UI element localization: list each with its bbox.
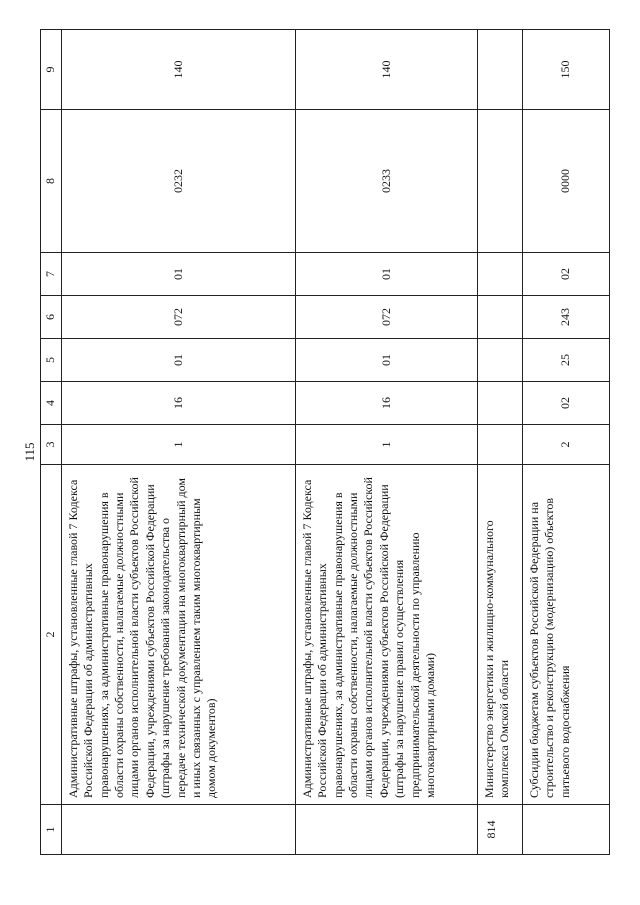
description-cell: Субсидии бюджетам субъектов Российской Федерации на строительство и реконструкцию (модернизацию) объектов питьевого водоснабжения [523, 465, 610, 805]
col-header-2: 2 [41, 465, 62, 805]
code-cell: 02 [523, 253, 610, 296]
col-header-3: 3 [41, 425, 62, 465]
code-cell [478, 110, 523, 253]
code-cell: 2 [523, 425, 610, 465]
code-cell [478, 253, 523, 296]
code-cell: 01 [296, 253, 478, 296]
code-cell: 140 [62, 30, 296, 110]
code-cell: 01 [62, 339, 296, 382]
code-cell: 0000 [523, 110, 610, 253]
col-header-1: 1 [41, 805, 62, 855]
code-cell [478, 296, 523, 339]
table-row [62, 30, 296, 855]
admin-code-cell [523, 805, 610, 855]
code-cell: 0233 [296, 110, 478, 253]
code-cell [478, 382, 523, 425]
description-cell: Министерство энергетики и жилищно-коммунального комплекса Омской области [478, 465, 523, 805]
col-header-7: 7 [41, 253, 62, 296]
code-cell: 02 [523, 382, 610, 425]
code-cell: 16 [296, 382, 478, 425]
table-row [478, 30, 523, 855]
table-row [296, 30, 478, 855]
col-header-8: 8 [41, 110, 62, 253]
col-header-5: 5 [41, 339, 62, 382]
code-cell: 1 [296, 425, 478, 465]
page-number: 115 [22, 442, 37, 462]
table-frame [40, 30, 608, 855]
code-cell: 16 [62, 382, 296, 425]
col-header-6: 6 [41, 296, 62, 339]
admin-code-cell [296, 805, 478, 855]
description-cell: Административные штрафы, установленные главой 7 Кодекса Российской Федерации об административных правонарушениях, за административные правонарушения в области охраны собственности, налагаемые должностными лицами органов исполнительной власти субъектов Российской Федерации, учреждениями субъектов Российской Федерации (штрафы за нарушение требований законодательства о передаче технической документации на многоквартирный дом и иных связанных с управлением таким многоквартирным домом документов) [62, 465, 296, 805]
table-row [523, 30, 610, 855]
code-cell: 01 [296, 339, 478, 382]
code-cell: 25 [523, 339, 610, 382]
code-cell: 150 [523, 30, 610, 110]
budget-codes-table [40, 29, 610, 855]
code-cell: 140 [296, 30, 478, 110]
code-cell [478, 339, 523, 382]
admin-code-cell [62, 805, 296, 855]
col-header-9: 9 [41, 30, 62, 110]
col-header-4: 4 [41, 382, 62, 425]
admin-code-cell: 814 [478, 805, 523, 855]
code-cell [478, 30, 523, 110]
code-cell: 072 [62, 296, 296, 339]
header-row [41, 30, 62, 855]
description-cell: Административные штрафы, установленные главой 7 Кодекса Российской Федерации об административных правонарушениях, за административные правонарушения в области охраны собственности, налагаемые должностными лицами органов исполнительной власти субъектов Российской Федерации, учреждениями субъектов Российской Федерации (штрафы за нарушение правил осуществления предпринимательской деятельности по управлению многоквартирными домами) [296, 465, 478, 805]
code-cell: 072 [296, 296, 478, 339]
code-cell [478, 425, 523, 465]
code-cell: 0232 [62, 110, 296, 253]
rotated-table-container [40, 30, 608, 855]
code-cell: 01 [62, 253, 296, 296]
code-cell: 1 [62, 425, 296, 465]
code-cell: 243 [523, 296, 610, 339]
